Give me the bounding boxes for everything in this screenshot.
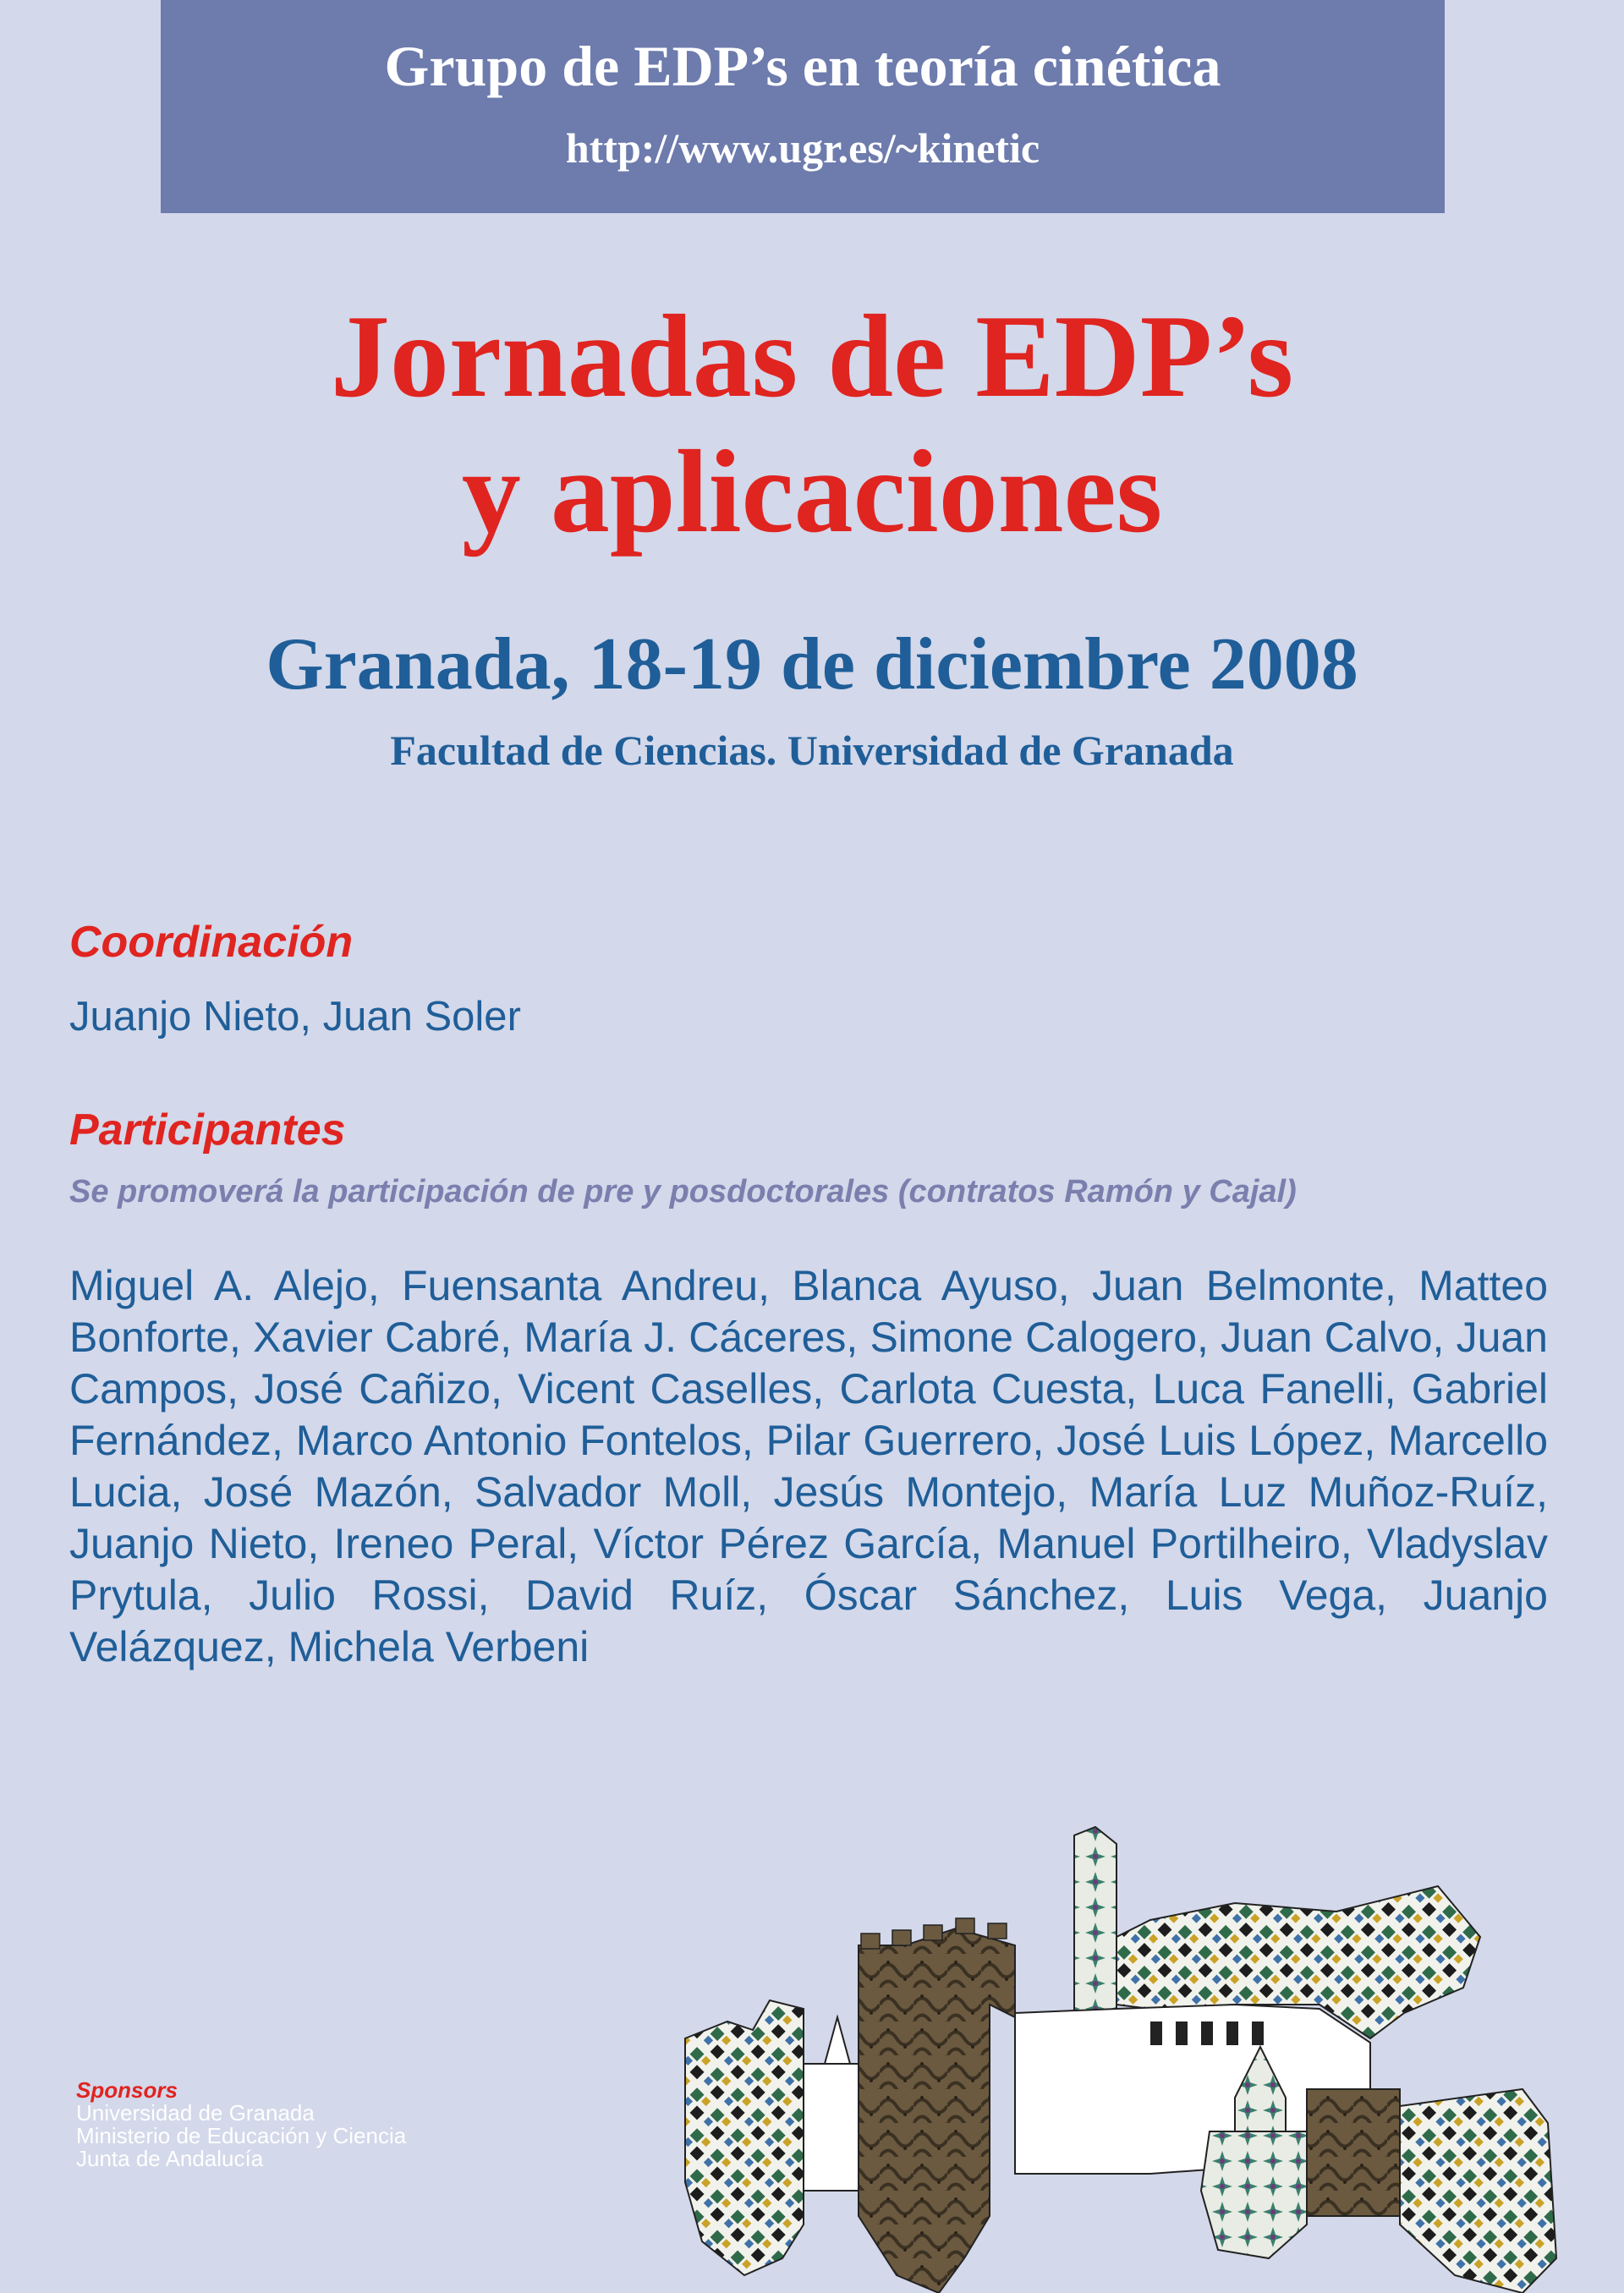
coordination-names: Juanjo Nieto, Juan Soler <box>69 994 521 1040</box>
window <box>1176 2021 1188 2045</box>
coordination-heading: Coordinación <box>69 918 354 967</box>
right-stone-tower <box>1307 2089 1400 2216</box>
event-title-line-1: Jornadas de EDP’s <box>330 291 1294 422</box>
event-venue: Facultad de Ciencias. Universidad de Granada <box>390 727 1234 774</box>
sponsors-heading: Sponsors <box>76 2077 178 2103</box>
minaret <box>1074 1827 1116 2030</box>
window <box>1226 2021 1238 2045</box>
main-tower <box>859 1928 1015 2293</box>
left-small-wall <box>804 2064 863 2191</box>
right-tile-wall <box>1201 2131 1307 2258</box>
battlement <box>892 1930 911 1945</box>
group-name: Grupo de EDP’s en teoría cinética <box>384 34 1221 98</box>
header-banner <box>161 0 1445 213</box>
battlement <box>956 1918 974 1934</box>
event-date-place: Granada, 18-19 de diciembre 2008 <box>266 623 1358 705</box>
sponsors-block <box>76 2079 406 2170</box>
battlement <box>988 1923 1007 1939</box>
sponsor-item: Universidad de Granada <box>76 2100 315 2126</box>
sponsor-item: Ministerio de Educación y Ciencia <box>76 2123 407 2148</box>
sponsor-item: Junta de Andalucía <box>76 2146 264 2171</box>
far-right-wall <box>1400 2089 1556 2293</box>
window <box>1150 2021 1162 2045</box>
window <box>1201 2021 1213 2045</box>
left-tile-wall <box>685 2000 804 2275</box>
participants-list: Miguel A. Alejo, Fuensanta Andreu, Blanca Ayuso, Juan Belmonte, Matteo Bonforte, Xavier Cabré, María J. Cáceres, Simone Calogero, Juan Calvo, Juan Campos, José Cañizo, Vicent Caselles, Carlota Cuesta, Luca Fanelli, Gabriel Fernández, Marco Antonio Fontelos, Pilar Guerrero, José Luis López, Marcello Lucia, José Mazón, Salvador Moll, Jesús Montejo, María Luz Muñoz-Ruíz, Juanjo Nieto, Ireneo Peral, Víctor Pérez García, Manuel Portilheiro, Vladyslav Prytula, Julio Rossi, David Ruíz, Óscar Sánchez, Luis Vega, Juanjo Velázquez, Michela Verbeni <box>69 1262 1548 1670</box>
battlement <box>861 1934 880 1949</box>
group-url: http://www.ugr.es/~kinetic <box>565 124 1040 172</box>
alhambra-illustration <box>677 1818 1565 2293</box>
battlement <box>924 1925 942 1940</box>
event-title-line-2: y aplicaciones <box>461 426 1163 557</box>
window <box>1252 2021 1264 2045</box>
participants-heading: Participantes <box>69 1105 346 1155</box>
participants-note: Se promoverá la participación de pre y posdoctorales (contratos Ramón y Cajal) <box>69 1174 1297 1210</box>
left-tower-roof <box>825 2017 850 2064</box>
